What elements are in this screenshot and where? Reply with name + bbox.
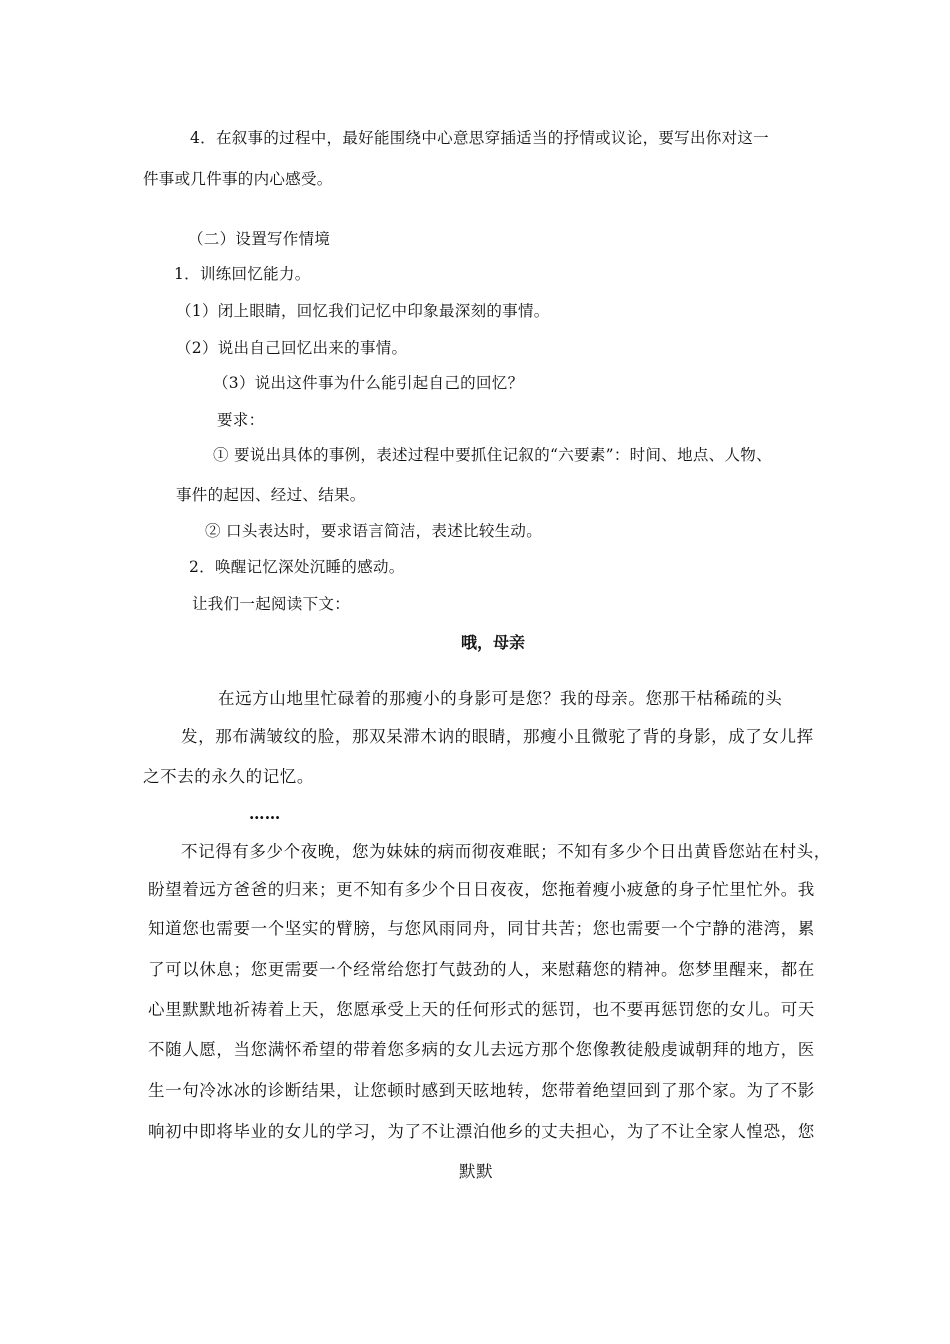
- essay-paragraph-2-line: 盼望着远方爸爸的归来；更不知有多少个日日夜夜，您拖着瘦小疲惫的身子忙里忙外。我: [148, 880, 815, 899]
- essay-ellipsis: ……: [249, 804, 281, 823]
- essay-paragraph-2-line: 不记得有多少个夜晚，您为妹妹的病而彻夜难眠；不知有多少个日出黄昏您站在村头，: [181, 842, 831, 861]
- essay-paragraph-2-line: 响初中即将毕业的女儿的学习，为了不让漂泊他乡的丈夫担心，为了不让全家人惶恐，您: [148, 1122, 815, 1141]
- sub-item-2: （2）说出自己回忆出来的事情。: [176, 339, 408, 357]
- essay-paragraph-2-line: 不随人愿，当您满怀希望的带着您多病的女儿去远方那个您像教徒般虔诚朝拜的地方，医: [148, 1040, 815, 1059]
- item-1: 1．训练回忆能力。: [174, 265, 311, 283]
- essay-paragraph-2-line: 了可以休息；您更需要一个经常给您打气鼓劲的人，来慰藉您的精神。您梦里醒来，都在: [148, 960, 815, 979]
- essay-paragraph-1-line-2: 发，那布满皱纹的脸，那双呆滞木讷的眼睛，那瘦小且微驼了背的身影，成了女儿挥: [181, 727, 814, 746]
- requirement-label: 要求：: [217, 411, 265, 429]
- reading-intro: 让我们一起阅读下文：: [192, 595, 351, 613]
- requirement-1-line-1: ① 要说出具体的事例，表述过程中要抓住记叙的“六要素”：时间、地点、人物、: [213, 446, 772, 464]
- requirement-1-line-2: 事件的起因、经过、结果。: [176, 486, 366, 504]
- essay-paragraph-2-line: 知道您也需要一个坚实的臂膀，与您风雨同舟，同甘共苦；您也需要一个宁静的港湾，累: [148, 919, 815, 938]
- sub-item-1: （1）闭上眼睛，回忆我们记忆中印象最深刻的事情。: [176, 302, 550, 320]
- section-heading: （二）设置写作情境: [188, 230, 331, 248]
- essay-paragraph-2-line: 生一句冷冰冰的诊断结果，让您顿时感到天昡地转，您带着绝望回到了那个家。为了不影: [148, 1081, 815, 1100]
- item-2: 2．唤醒记忆深处沉睡的感动。: [189, 558, 405, 576]
- point-4-line-2: 件事或几件事的内心感受。: [143, 170, 333, 188]
- essay-title: 哦，母亲: [461, 633, 526, 652]
- essay-paragraph-2-line: 心里默默地祈祷着上天，您愿承受上天的任何形式的惩罚，也不要再惩罚您的女儿。可天: [148, 1000, 815, 1019]
- sub-item-3: （3）说出这件事为什么能引起自己的回忆？: [213, 374, 524, 392]
- requirement-2: ② 口头表达时，要求语言简洁，表述比较生动。: [205, 522, 543, 540]
- essay-paragraph-1-line-1: 在远方山地里忙碌着的那瘦小的身影可是您？我的母亲。您那干枯稀疏的头: [218, 689, 783, 708]
- essay-tail-text: 默默: [459, 1162, 494, 1181]
- point-4-line-1: 4．在叙事的过程中，最好能围绕中心意思穿插适当的抒情或议论，要写出你对这一: [190, 129, 769, 147]
- essay-paragraph-1-line-3: 之不去的永久的记忆。: [143, 767, 314, 786]
